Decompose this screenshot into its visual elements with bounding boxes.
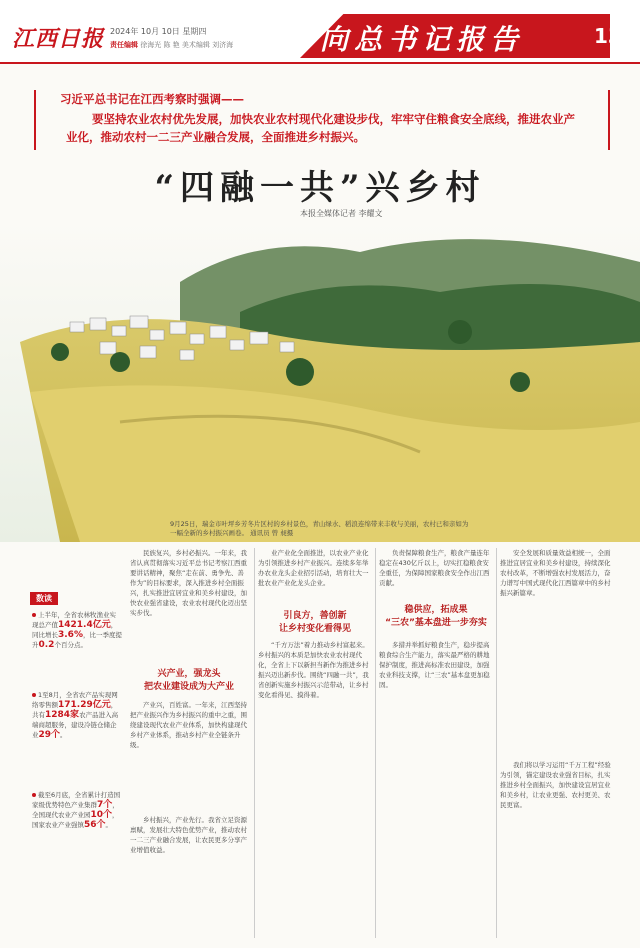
column-3b: 多措并举抓好粮食生产，稳步提高粮食综合生产能力，落实最严格的耕地保护制度，推进高标准农田建设，加强农业科技支撑，让“三农”基本盘更加稳固。 [379,641,490,689]
newspaper-logo: 江西日报 [12,26,105,52]
caption-text: 9月25日，瑞金市叶坪乡芳冬片区村的乡村景色，青山绿水、稻浪连绵带来丰收与美丽，农村已和亲如为一幅全新的乡村振兴画卷。 [170,520,469,537]
column-3a: 负责保障粮食生产，粮食产量连年稳定在430亿斤以上，切实扛稳粮食安全重任，为保障国家粮食安全作出江西贡献。 [379,549,490,587]
photo-credit: 通讯员 曾 昶摄 [250,529,294,537]
column-1b: 产业兴，百姓富。一年来，江西坚持把产业振兴作为乡村振兴的重中之重，围绕建设现代农业产业体系，加快构建现代乡村产业体系，推动乡村产业全链条升级。 [130,701,247,749]
subhead-3: 稳供应，拓成果 “三农”基本盘进一步夯实 [385,605,487,628]
column-1c: 乡村振兴，产业先行。我省立足资源禀赋，发展壮大特色优势产业，推动农村一二三产业融合发展，让农民更多分享产业增值收益。 [130,816,247,854]
data-item: 截至6月底，全省累计打造国家级优势特色产业集群7个，全国现代农业产业园10个，国家农业产业强镇56个。 [32,791,121,830]
subhead-2: 引良方，善创新 让乡村变化看得见 [278,611,351,634]
bullet-icon [32,613,36,617]
column-1a: 民族复兴，乡村必振兴。一年来，我省认真贯彻落实习近平总书记考察江西重要讲话精神，聚焦“走在前、勇争先、善作为”的目标要求，深入推进乡村全面振兴，扎实推进宜居宜业和美乡村建设，加快农业强省建设，农业农村现代化迈出坚实步伐。 [130,549,247,617]
data-item: 上半年，全省农林牧渔业实现总产值1421.4亿元，同比增长3.6%，比一季度提升0.2个百分点。 [32,611,122,650]
headline: “四融一共”兴乡村 [154,168,486,208]
editors: 徐海光 陈 艳 [140,41,180,49]
photo-caption [170,520,470,538]
editor-credits [110,40,233,50]
section-title: 向总书记报告 [320,23,525,56]
village-landscape-photo [0,222,640,542]
byline: 本报全媒体记者 李耀文 [300,209,383,218]
art-label: 美术编辑 [181,41,210,49]
art-editor: 刘济海 [212,41,234,49]
column-4b: 我们将以学习运用“千万工程”经验为引领，锚定建设农业强省目标，扎实推进乡村全面振兴，加快建设宜居宜业和美乡村，让农业更强、农村更美、农民更富。 [500,761,611,809]
bullet-icon [32,693,36,697]
data-item: 1至8月，全省农产品实现网络零售额171.29亿元，共有1284家农产品进入高端商超服务，建设冷链仓储企业29个。 [32,691,119,740]
quote-text: 要坚持农业农村优先发展，加快农业农村现代化建设步伐，牢牢守住粮食安全底线，推进农业产业化，推动农村一二三产业融合发展，全面推进乡村振兴。 [66,112,575,144]
column-4a: 安全发展和质量效益相统一，全面推进宜居宜业和美乡村建设，持续深化农村改革，不断增强农村发展活力，奋力谱写中国式现代化江西篇章中的乡村振兴新篇章。 [500,549,611,597]
data-label: 数读 [30,592,58,605]
bullet-icon [32,793,36,797]
column-2a: 业产业化全面推进，以农业产业化为引领推进乡村产业振兴。连续多年举办农业龙头企业招引活动，培育壮大一批农业产业化龙头企业。 [258,549,369,587]
quote-heading: 习近平总书记在江西考察时强调—— [60,92,244,106]
editors-label: 责任编辑 [110,41,138,49]
issue-date: 2024年 10月 10日 星期四 [110,27,207,36]
page-number: 13 [594,24,622,48]
column-2b: “千方万法”着力推动乡村富起来。乡村振兴的本质是加快农业农村现代化，全省上下以新担当新作为推进乡村振兴迈出新步伐。围绕“四融一共”，我省创新实施乡村振兴示范带动，让乡村变化看得见、摸得着。 [258,641,369,699]
subhead-1: 兴产业，强龙头 把农业建设成为大产业 [143,669,234,692]
